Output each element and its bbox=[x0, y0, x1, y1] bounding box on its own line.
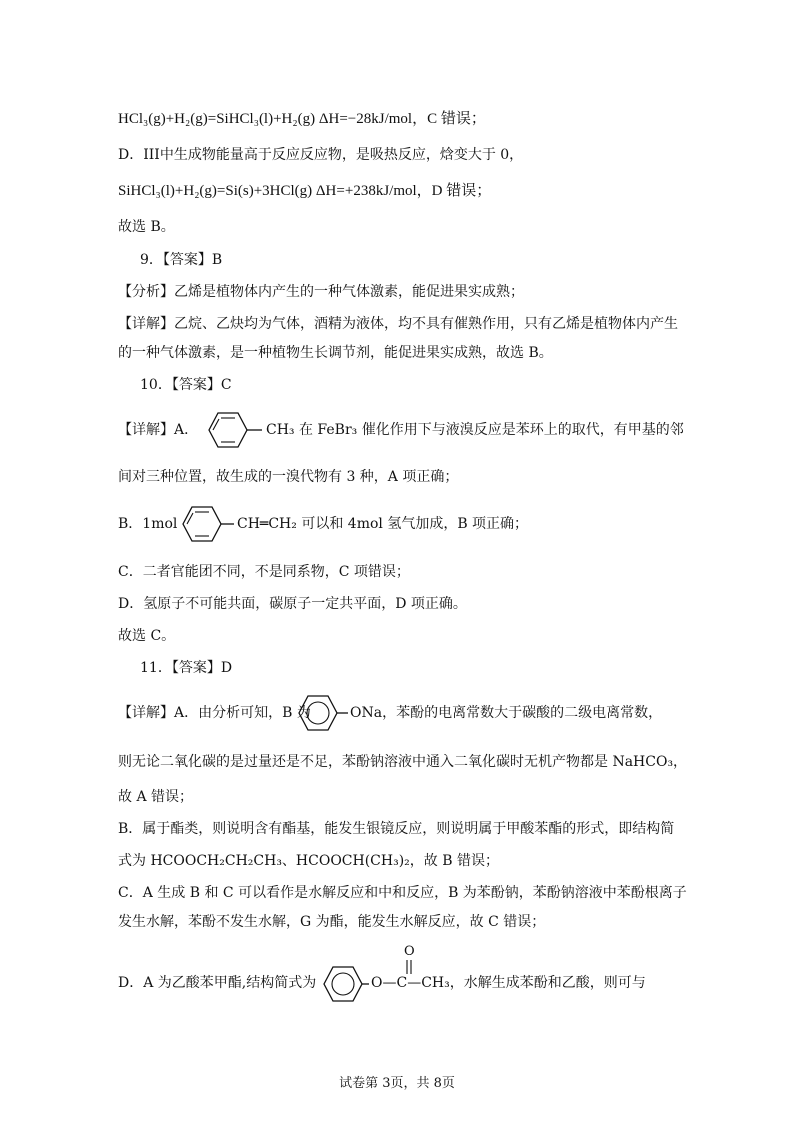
detail-9-line-2: 的一种气体激素，是一种植物生长调节剂，能促进果实成熟，故选 B。 bbox=[118, 345, 553, 361]
text-line-3: SiHCl₃(l)+H₂(g)=Si(s)+3HCl(g) ΔH=+238kJ/mol，D 错误； bbox=[118, 183, 492, 199]
carbonyl-double-bond-icon bbox=[402, 959, 416, 975]
detail-11-line-3: 故 A 错误； bbox=[118, 789, 194, 805]
text-line-1: HCl₃(g)+H₂(g)=SiHCl₃(l)+H₂(g) ΔH=−28kJ/mol，C 错误； bbox=[118, 111, 486, 127]
option-d-11-text: O—C—CH₃，水解生成苯酚和乙酸，则可与 bbox=[371, 975, 646, 991]
detail-10-text: CH₃ 在 FeBr₃ 催化作用下与液溴反应是苯环上的取代，有甲基的邻 bbox=[266, 422, 684, 438]
detail-9-line-1: 【详解】乙烷、乙炔均为气体，酒精为液体，均不具有催熟作用，只有乙烯是植物体内产生 bbox=[118, 316, 678, 332]
text-line-2: D．III中生成物能量高于反应反应物，是吸热反应，焓变大于 0， bbox=[118, 147, 524, 163]
option-d-11-prefix: D．A 为乙酸苯甲酯,结构简式为 bbox=[118, 975, 317, 991]
page-footer: 试卷第 3页，共 8页 bbox=[339, 1076, 455, 1091]
option-b-11-line-2: 式为 HCOOCH₂CH₂CH₃、HCOOCH(CH₃)₂，故 B 错误； bbox=[118, 853, 499, 869]
analysis-9: 【分析】乙烯是植物体内产生的一种气体激素，能促进果实成熟； bbox=[118, 284, 524, 300]
styrene-structure-icon bbox=[175, 498, 235, 550]
detail-11-text: ONa，苯酚的电离常数大于碳酸的二级电离常数， bbox=[350, 705, 663, 721]
detail-10-line-2: 间对三种位置，故生成的一溴代物有 3 种，A 项正确； bbox=[118, 469, 459, 485]
option-c-11-line-1: C．A 生成 B 和 C 可以看作是水解反应和中和反应，B 为苯酚钠，苯酚钠溶液中苯酚根离子 bbox=[118, 885, 687, 901]
option-c-11-line-2: 发生水解，苯酚不发生水解，G 为酯，能发生水解反应，故 C 错误； bbox=[118, 914, 546, 930]
answer-10: 10．【答案】C bbox=[140, 377, 232, 393]
option-d: D．氢原子不可能共面，碳原子一定共平面，D 项正确。 bbox=[118, 596, 467, 612]
option-b-prefix: B．1mol bbox=[118, 516, 178, 532]
phenyl-acetate-ring-icon bbox=[318, 958, 370, 1010]
detail-11-line-2: 则无论二氧化碳的是过量还是不足，苯酚钠溶液中通入二氧化碳时无机产物都是 NaHCO₃， bbox=[118, 754, 688, 770]
option-c: C．二者官能团不同，不是同系物，C 项错误； bbox=[118, 564, 410, 580]
option-b-11-line-1: B．属于酯类，则说明含有酯基，能发生银镜反应，则说明属于甲酸苯酯的形式，即结构简 bbox=[118, 821, 675, 837]
option-b-text: CH═CH₂ 可以和 4mol 氢气加成，B 项正确； bbox=[237, 516, 529, 532]
text-line-4: 故选 B。 bbox=[118, 219, 175, 235]
detail-10-prefix: 【详解】A． bbox=[118, 422, 199, 438]
answer-11: 11．【答案】D bbox=[140, 660, 233, 676]
answer-9: 9．【答案】B bbox=[140, 252, 223, 268]
detail-11-prefix: 【详解】A．由分析可知，B 为 bbox=[118, 705, 311, 721]
choose-c: 故选 C。 bbox=[118, 628, 176, 644]
carbonyl-oxygen: O bbox=[404, 944, 415, 959]
sodium-phenoxide-structure-icon bbox=[291, 687, 349, 739]
toluene-structure-icon bbox=[198, 404, 264, 456]
